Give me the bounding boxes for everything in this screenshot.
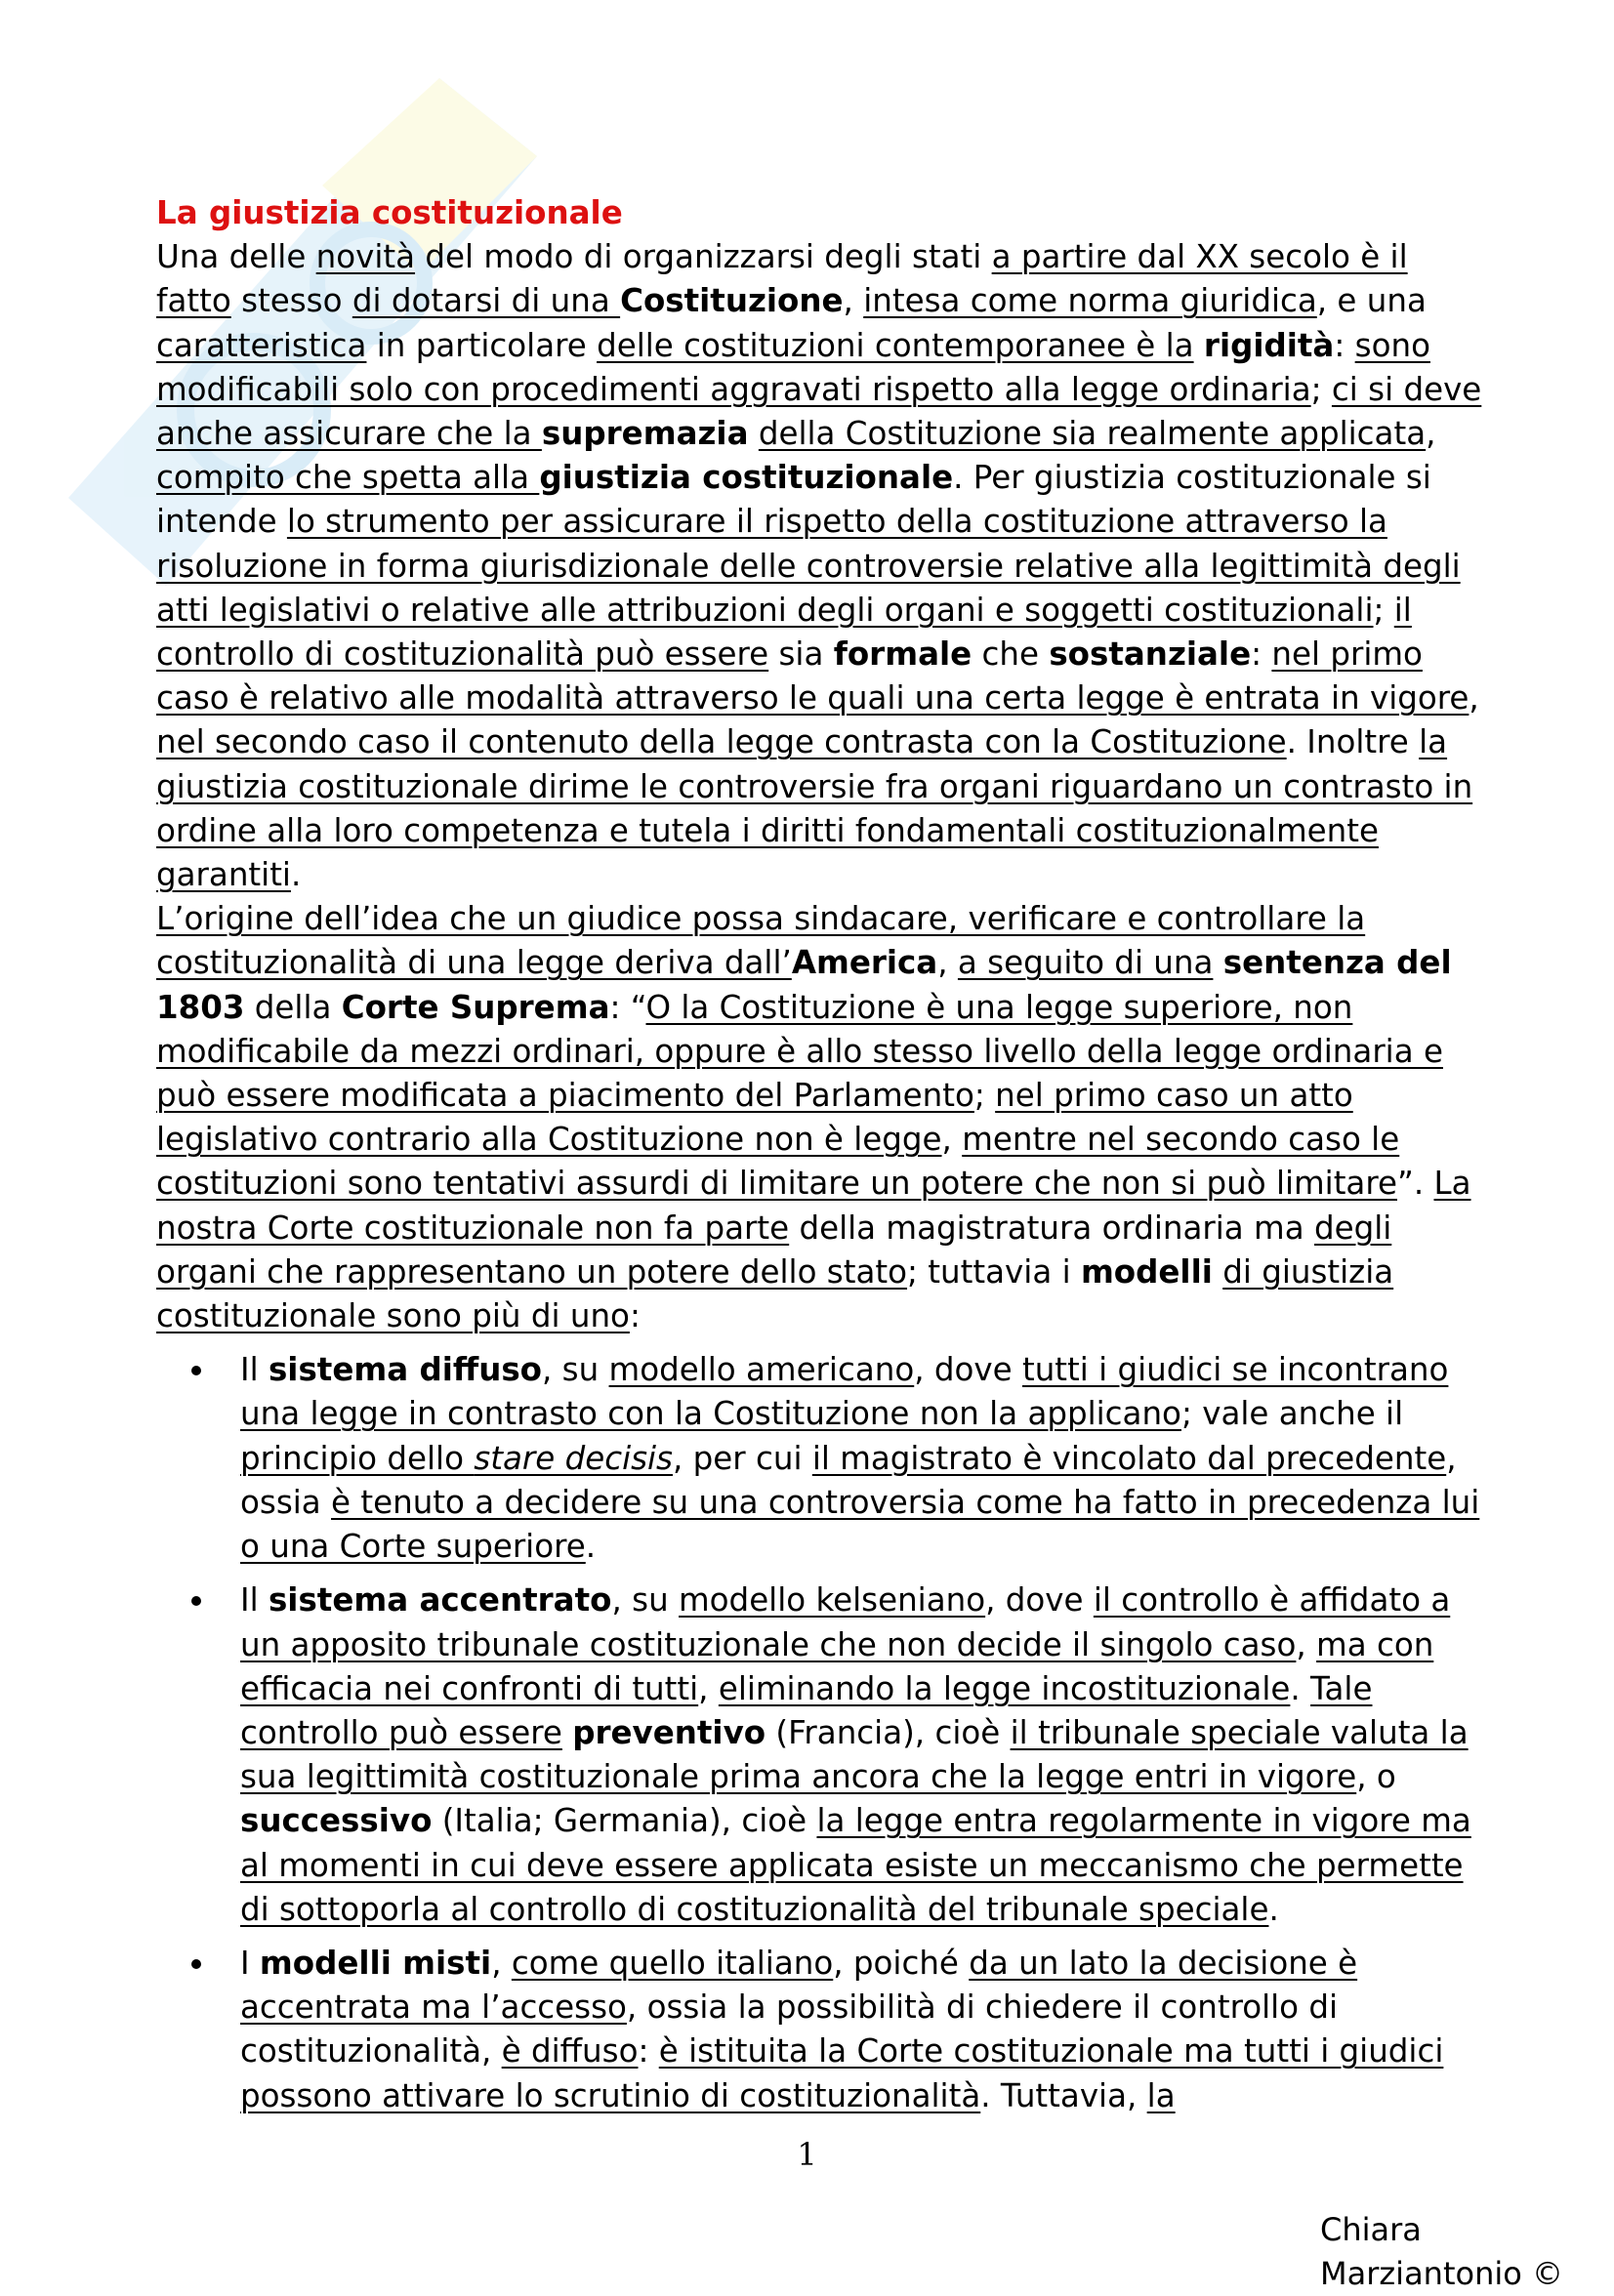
bullet-icon	[191, 1596, 201, 1606]
text-run: nel primo caso è relativo alle modalità attraverso le quali una certa legge è entrata in vigore	[156, 636, 1469, 718]
paragraph-origin: L’origine dell’idea che un giudice possa sindacare, verificare e controllare la costituzionalità di una legge deriva dall’America, a seguito di una sentenza del 1803 della Corte Suprema: “O la Costituzione è una legge superiore, non modificabile da mezzi ordinari, oppure è allo stesso livello della legge ordinaria e può essere modificata a piacimento del Parlamento; nel primo caso un atto legislativo contrario alla Costituzione non è legge, mentre nel secondo caso le costituzioni sono tentativi assurdi di limitare un potere che non si può limitare”. La nostra Corte costituzionale non fa parte della magistratura ordinaria ma degli organi che rappresentano un potere dello stato; tuttavia i modelli di giustizia costituzionale sono più di uno:	[156, 900, 1471, 1335]
text-run: lo strumento per assicurare il rispetto della costituzione attraverso la risoluzione in forma giurisdizionale delle controversie relative alla legittimità degli atti legislativi o relative alle attribuzioni degli organi e soggetti costituzionali	[156, 503, 1461, 629]
text-run: tutti i giudici se incontrano una legge in contrasto con la Costituzione non la applicano	[240, 1351, 1449, 1433]
document-body	[156, 191, 1484, 1338]
text-run: il controllo di costituzionalità può essere	[156, 591, 1412, 674]
text-run: successivo	[240, 1802, 433, 1840]
text-run: stare decisis	[474, 1439, 673, 1477]
text-run: è diffuso	[501, 2032, 639, 2070]
paragraph-intro: Una delle novità del modo di organizzarsi degli stati a partire dal XX secolo è il fatto stesso di dotarsi di una Costituzione, intesa come norma giuridica, e una caratteristica in particolare delle costituzioni contemporanee è la rigidità: sono modificabili solo con procedimenti aggravati rispetto alla legge ordinaria; ci si deve anche assicurare che la supremazia della Costituzione sia realmente applicata, compito che spetta alla giustizia costituzionale. Per giustizia costituzionale si intende lo strumento per assicurare il rispetto della costituzione attraverso la risoluzione in forma giurisdizionale delle controversie relative alla legittimità degli atti legislativi o relative alle attribuzioni degli organi e soggetti costituzionali; il controllo di costituzionalità può essere sia formale che sostanziale: nel primo caso è relativo alle modalità attraverso le quali una certa legge è entrata in vigore, nel secondo caso il contenuto della legge contrasta con la Costituzione. Inoltre la giustizia costituzionale dirime le controversie fra organi riguardano un contrasto in ordine alla loro competenza e tutela i diritti fondamentali costituzionalmente garantiti.	[156, 238, 1482, 894]
text-run: modelli misti	[259, 1944, 492, 1982]
text-run: il controllo è affidato a un apposito tribunale costituzionale che non decide il singolo caso	[240, 1581, 1451, 1663]
text-run: degli organi che rappresentano un potere dello stato	[156, 1209, 1392, 1291]
text-run: sono modificabili solo con procedimenti aggravati rispetto alla legge ordinaria	[156, 326, 1430, 408]
text-run: eliminando la legge incostituzionale	[718, 1669, 1291, 1707]
text-run: Tale controllo può essere	[240, 1669, 1373, 1751]
text-run: la legge entra regolarmente in vigore ma al momenti in cui deve essere applicata esiste un meccanismo che permette di sottoporla al controllo di costituzionalità del tribunale speciale	[240, 1802, 1471, 1928]
author-first-name: Chiara	[1320, 2211, 1422, 2248]
text-run: giustizia costituzionale	[539, 459, 954, 497]
page-number: 1	[797, 2136, 817, 2173]
text-run: America	[791, 944, 938, 982]
models-list	[156, 1348, 1484, 2117]
list-item	[240, 1578, 1484, 1932]
text-run: di dotarsi di una	[352, 282, 621, 320]
text-run: nel primo caso un atto legislativo contrario alla Costituzione non è legge	[156, 1077, 1353, 1159]
text-run: modello americano	[608, 1351, 915, 1389]
text-run: da un lato la decisione è accentrata ma l’accesso	[240, 1944, 1358, 2027]
text-run: a seguito di una	[957, 944, 1214, 982]
document-title: La giustizia costituzionale	[156, 194, 623, 231]
text-run: La nostra Corte costituzionale non fa parte	[156, 1165, 1471, 1247]
list-item-text: I modelli misti, come quello italiano, poiché da un lato la decisione è accentrata ma l’accesso, ossia la possibilità di chiedere il controllo di costituzionalità, è diffuso: è istituita la Corte costituzionale ma tutti i giudici possono attivare lo scrutinio di costituzionalità. Tuttavia, la	[240, 1944, 1444, 2114]
text-run: principio dello	[240, 1439, 475, 1477]
author-last-name: Marziantonio ©	[1320, 2255, 1563, 2292]
text-run: novità	[315, 238, 416, 276]
list-item	[240, 1942, 1484, 2118]
bullet-icon	[191, 1366, 201, 1375]
text-run: intesa come norma giuridica	[863, 282, 1317, 320]
text-run: la	[1146, 2076, 1176, 2114]
text-run: sistema accentrato	[268, 1581, 612, 1620]
text-run: sistema diffuso	[268, 1351, 543, 1389]
text-run: Corte Suprema	[341, 988, 610, 1026]
text-run: modello kelseniano	[679, 1581, 986, 1620]
text-run: è tenuto a decidere su una controversia come ha fatto in precedenza lui o una Corte superiore	[240, 1483, 1480, 1566]
text-run: preventivo	[572, 1713, 766, 1751]
text-run: ci si deve anche assicurare che la	[156, 370, 1482, 453]
list-item	[240, 1348, 1484, 1569]
text-run: Costituzione	[620, 282, 844, 320]
text-run: della Costituzione sia realmente applicata	[758, 415, 1427, 453]
text-run: la giustizia costituzionale dirime le controversie fra organi riguardano un contrasto in ordine alla loro competenza e tutela i diritti fondamentali costituzionalmente garantiti	[156, 723, 1473, 894]
text-run: come quello italiano	[511, 1944, 834, 1982]
text-run: L’origine dell’idea che un giudice possa sindacare, verificare e controllare la costituzionalità di una legge deriva dall’	[156, 900, 1366, 982]
text-run: mentre nel secondo caso le costituzioni sono tentativi assurdi di limitare un potere che non si può limitare	[156, 1121, 1400, 1203]
bullet-icon	[191, 1959, 201, 1969]
text-run: è istituita la Corte costituzionale ma tutti i giudici possono attivare lo scrutinio di costituzionalità	[240, 2032, 1444, 2114]
text-run: compito che spetta alla	[156, 459, 540, 497]
text-run: rigidità	[1203, 326, 1335, 364]
text-run: il tribunale speciale valuta la sua legittimità costituzionale prima ancora che la legge entri in vigore	[240, 1713, 1469, 1796]
text-run: nel secondo caso il contenuto della legge contrasta con la Costituzione	[156, 723, 1287, 761]
list-item-text: Il sistema diffuso, su modello americano, dove tutti i giudici se incontrano una legge in contrasto con la Costituzione non la applicano; vale anche il principio dello stare decisis, per cui il magistrato è vincolato dal precedente, ossia è tenuto a decidere su una controversia come ha fatto in precedenza lui o una Corte superiore.	[240, 1351, 1480, 1566]
text-run: sostanziale	[1049, 636, 1252, 674]
text-run: sentenza del 1803	[156, 944, 1452, 1026]
text-run: caratteristica	[156, 326, 367, 364]
text-run: ma con efficacia nei confronti di tutti	[240, 1625, 1434, 1707]
text-run: modelli	[1080, 1252, 1213, 1291]
document-page	[156, 191, 1484, 2128]
text-run: delle costituzioni contemporanee è la	[597, 326, 1194, 364]
list-item-text: Il sistema accentrato, su modello kelseniano, dove il controllo è affidato a un apposito tribunale costituzionale che non decide il singolo caso, ma con efficacia nei confronti di tutti, eliminando la legge incostituzionale. Tale controllo può essere preventivo (Francia), cioè il tribunale speciale valuta la sua legittimità costituzionale prima ancora che la legge entri in vigore, o successivo (Italia; Germania), cioè la legge entra regolarmente in vigore ma al momenti in cui deve essere applicata esiste un meccanismo che permette di sottoporla al controllo di costituzionalità del tribunale speciale.	[240, 1581, 1471, 1928]
text-run: a partire dal XX secolo è il fatto	[156, 238, 1408, 320]
text-run: O la Costituzione è una legge superiore, non modificabile da mezzi ordinari, oppure è allo stesso livello della legge ordinaria e può essere modificata a piacimento del Parlamento	[156, 988, 1443, 1115]
text-run: supremazia	[541, 415, 749, 453]
text-run: il magistrato è vincolato dal precedente	[811, 1439, 1447, 1477]
text-run: di giustizia costituzionale sono più di uno	[156, 1252, 1394, 1335]
text-run: formale	[833, 636, 973, 674]
